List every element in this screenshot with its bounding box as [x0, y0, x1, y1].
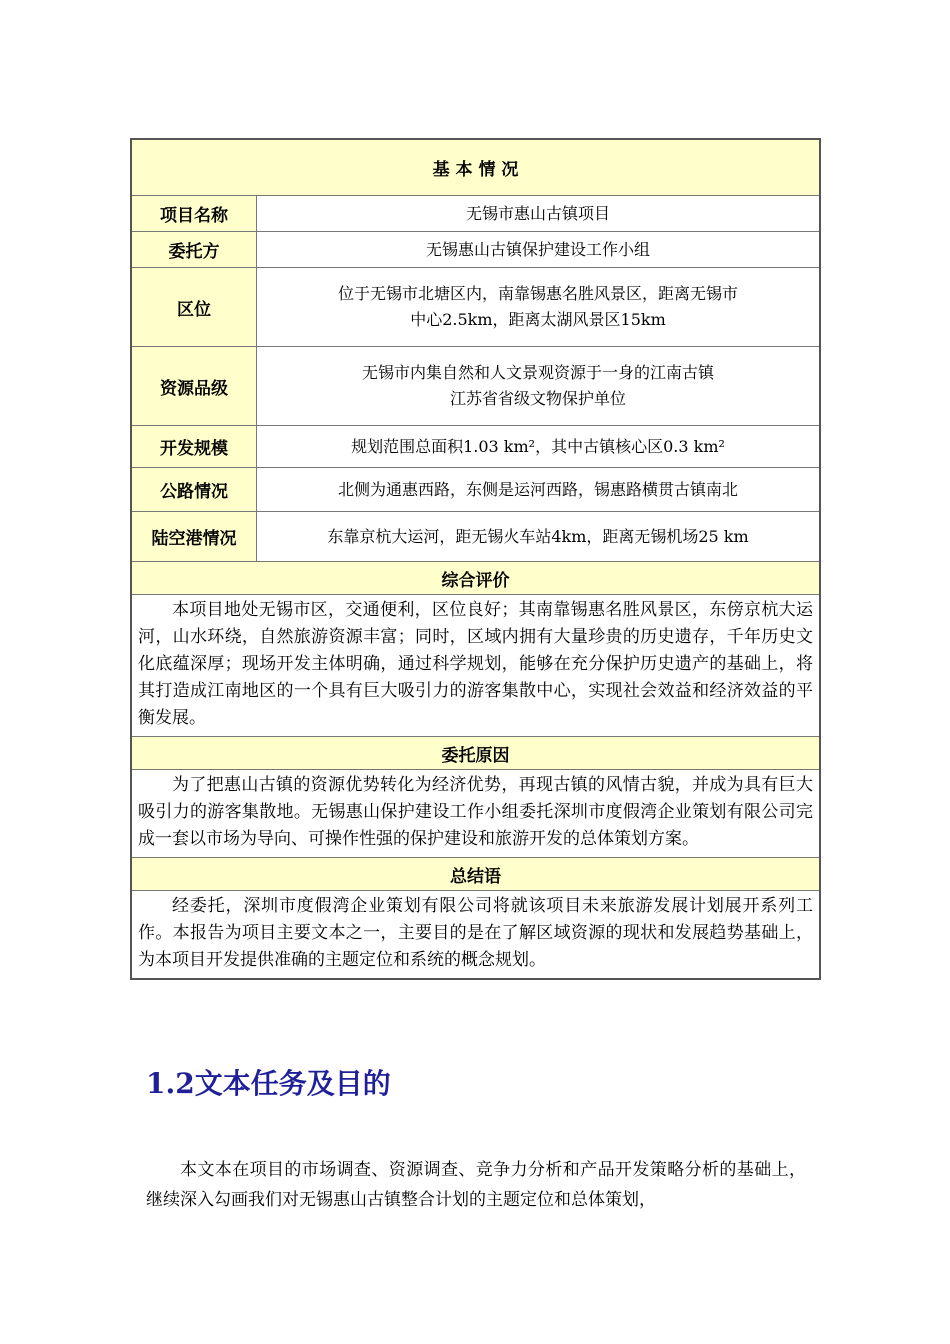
value-line: 无锡市惠山古镇项目 [465, 203, 610, 223]
table-row [132, 268, 819, 347]
table-title: 基 本 情 况 [432, 160, 519, 180]
section-heading-row [132, 737, 819, 770]
section-heading-row [132, 858, 819, 891]
section-paragraph: 为了把惠山古镇的资源优势转化为经济优势，再现古镇的风情古貌，并成为具有巨大吸引力的游客集散地。无锡惠山保护建设工作小组委托深圳市度假湾企业策划有限公司完成一套以市场为导向、可操作性强的保护建设和旅游开发的总体策划方案。 [138, 775, 813, 849]
row-label: 区位 [132, 268, 257, 346]
section-body-row [132, 891, 819, 978]
table-row [132, 232, 819, 268]
value-line: 无锡惠山古镇保护建设工作小组 [425, 239, 650, 259]
row-label: 公路情况 [132, 468, 257, 511]
basic-info-table [130, 138, 821, 980]
section-heading: 总结语 [450, 866, 501, 887]
row-value [257, 232, 819, 267]
value-line: 江苏省省级文物保护单位 [449, 389, 626, 408]
body-paragraph: 本文本在项目的市场调查、资源调查、竞争力分析和产品开发策略分析的基础上，继续深入勾画我们对无锡惠山古镇整合计划的主题定位和总体策划， [146, 1160, 806, 1210]
value-line: 位于无锡市北塘区内，南靠锡惠名胜风景区，距离无锡市 [337, 284, 738, 303]
section-paragraph: 经委托，深圳市度假湾企业策划有限公司将就该项目未来旅游发展计划展开系列工作。本报告为项目主要文本之一，主要目的是在了解区域资源的现状和发展趋势基础上，为本项目开发提供准确的主题定位和系统的概念规划。 [138, 896, 813, 970]
row-value [257, 347, 819, 425]
row-value [257, 196, 819, 231]
value-line: 无锡市内集自然和人文景观资源于一身的江南古镇 [361, 363, 714, 382]
row-value [257, 468, 819, 511]
table-title-row [132, 140, 819, 196]
row-label: 开发规模 [132, 426, 257, 467]
section-heading-row [132, 562, 819, 595]
row-label: 资源品级 [132, 347, 257, 425]
section-title: 1.2文本任务及目的 [146, 1067, 391, 1100]
row-label: 陆空港情况 [132, 512, 257, 561]
section-heading: 综合评价 [441, 570, 510, 591]
table-row [132, 468, 819, 512]
row-value [257, 426, 819, 467]
value-line: 规划范围总面积1.03 km²，其中古镇核心区0.3 km² [351, 436, 725, 456]
table-row [132, 196, 819, 232]
value-line: 北侧为通惠西路，东侧是运河西路，锡惠路横贯古镇南北 [337, 479, 738, 499]
section-body-row [132, 770, 819, 858]
row-value [257, 268, 819, 346]
section-heading: 委托原因 [441, 745, 510, 766]
table-row [132, 512, 819, 562]
section-paragraph: 本项目地处无锡市区，交通便利，区位良好；其南靠锡惠名胜风景区，东傍京杭大运河，山水环绕，自然旅游资源丰富；同时，区域内拥有大量珍贵的历史遗存，千年历史文化底蕴深厚；现场开发主体明确，通过科学规划，能够在充分保护历史遗产的基础上，将其打造成江南地区的一个具有巨大吸引力的游客集散中心，实现社会效益和经济效益的平衡发展。 [138, 600, 813, 728]
section-body-row [132, 595, 819, 737]
row-value [257, 512, 819, 561]
table-row [132, 347, 819, 426]
value-line: 中心2.5km，距离太湖风景区15km [410, 310, 666, 329]
row-label: 委托方 [132, 232, 257, 267]
row-label: 项目名称 [132, 196, 257, 231]
table-row [132, 426, 819, 468]
value-line: 东靠京杭大运河，距无锡火车站4km，距离无锡机场25 km [327, 526, 749, 546]
